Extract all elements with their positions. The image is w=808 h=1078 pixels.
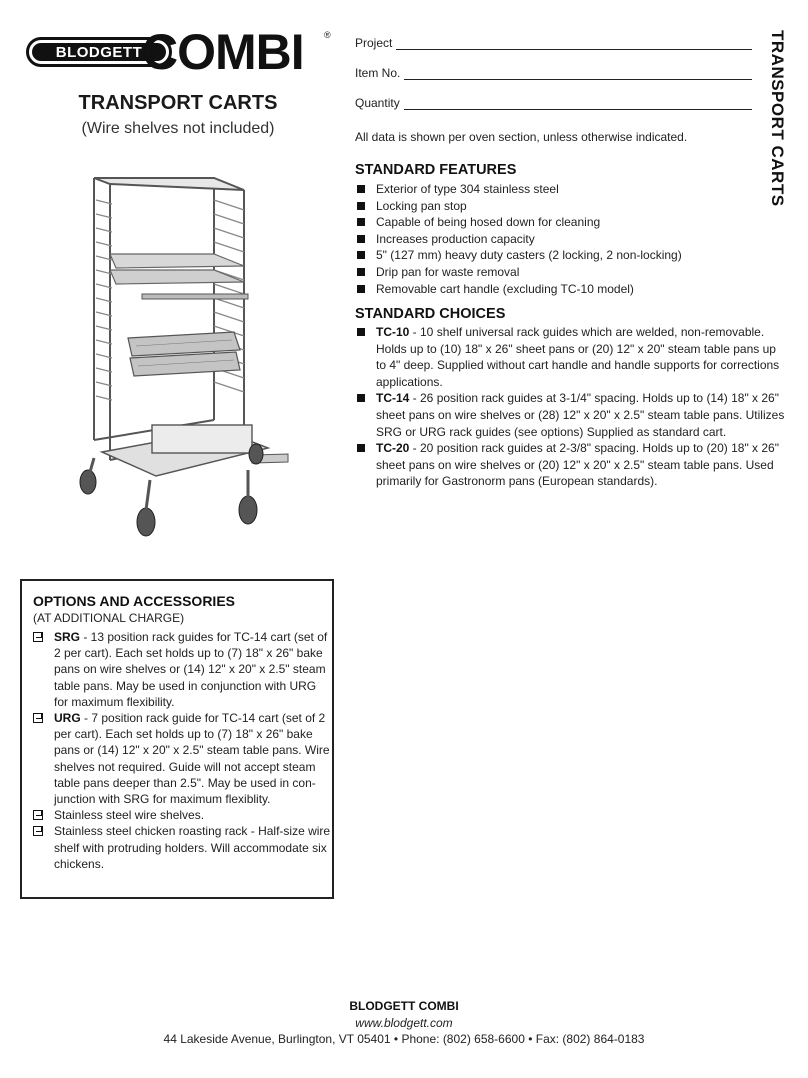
footer-company: BLODGETT COMBI (349, 999, 459, 1013)
square-bullet-icon (357, 285, 365, 293)
option-model: SRG (54, 630, 81, 644)
checkbox-bullet-icon (33, 826, 43, 836)
checkbox-bullet-icon (33, 632, 43, 642)
quantity-field (355, 96, 752, 116)
choice-item (357, 390, 787, 440)
project-label: Project (355, 36, 396, 50)
choice-item (357, 440, 787, 490)
square-bullet-icon (357, 235, 365, 243)
choice-text: - 20 position rack guides at 2-3/8" spacing. Holds up to (20) 18" x 26" sheet pans on wire shelves or (20) 12" x 20" x 2.5" steam table pans. Used primarily for Gastronorm pans (European standards). (376, 441, 779, 489)
square-bullet-icon (357, 444, 365, 452)
options-title: OPTIONS AND ACCESSORIES (33, 593, 235, 609)
footer-url: www.blodgett.com (355, 1015, 453, 1030)
footer-address: 44 Lakeside Avenue, Burlington, VT 05401 • Phone: (802) 658-6600 • Fax: (802) 864-0183 (163, 1032, 645, 1046)
option-text: Stainless steel chicken roasting rack - Half-size wire shelf with protruding holders. Will accommodate six chickens. (54, 824, 331, 871)
project-field-line (355, 49, 752, 50)
quantity-field-line (355, 109, 752, 110)
options-subtitle: (AT ADDITIONAL CHARGE) (33, 611, 185, 625)
blodgett-combi-logo (24, 24, 334, 80)
footer (0, 998, 808, 1048)
side-title (753, 30, 793, 270)
option-item (33, 629, 333, 710)
standard-features-list (357, 181, 787, 297)
feature-item (357, 198, 787, 215)
choice-model: TC-14 (376, 391, 410, 406)
side-title-text: TRANSPORT CARTS (768, 30, 787, 207)
option-item (33, 807, 333, 823)
square-bullet-icon (357, 268, 365, 276)
feature-item (357, 214, 787, 231)
options-and-accessories-box (20, 579, 334, 899)
document-subtitle: (Wire shelves not included) (81, 120, 275, 137)
standard-choices-title: STANDARD CHOICES (355, 306, 506, 322)
quantity-label: Quantity (355, 96, 404, 110)
feature-text: Drip pan for waste removal (376, 264, 520, 279)
choice-text: - 26 position rack guides at 3-1/4" spacing. Holds up to (14) 18" x 26" sheet pans on wire shelves or (28) 12" x 20" x 2.5" steam table pans. Utilizes SRG or URG rack guides (see options) Supplied as standard cart. (376, 391, 785, 439)
transport-cart-illustration (72, 170, 298, 550)
item-number-field (355, 66, 752, 86)
option-text: - 13 position rack guides for TC-14 cart (set of 2 per cart). Each set holds up to (7) 18" x 26" bake pans on wire shelves or (14) 12" x 20" x 2.5" steam table pans. May be used in conjunction with URG for maximum flexibility. (54, 630, 328, 709)
feature-text: Locking pan stop (376, 198, 467, 213)
feature-text: Exterior of type 304 stainless steel (376, 182, 559, 196)
square-bullet-icon (357, 328, 365, 336)
square-bullet-icon (357, 251, 365, 259)
standard-choices-list (357, 324, 787, 490)
choice-item (357, 324, 787, 390)
project-field (355, 36, 752, 56)
logo-registered-mark: ® (324, 30, 331, 40)
feature-text: 5" (127 mm) heavy duty casters (2 locking, 2 non-locking) (376, 248, 682, 263)
option-text: - 7 position rack guide for TC-14 cart (set of 2 per cart). Each set holds up to (7) 18" x 26" bake pans or (14) 12" x 20" x 2.5" steam table pans. Wire shelves not required. Guide will not accept steam table pans deeper than 2.5". May be used in con-junction with SRG for maximum flexiblity. (54, 711, 330, 807)
logo-product-text: COMBI (142, 24, 304, 80)
feature-text: Increases production capacity (376, 231, 535, 246)
standard-features-title: STANDARD FEATURES (355, 162, 517, 178)
intro-note: All data is shown per oven section, unless otherwise indicated. (355, 130, 688, 144)
feature-text: Removable cart handle (excluding TC-10 model) (376, 281, 634, 296)
square-bullet-icon (357, 202, 365, 210)
feature-item (357, 281, 787, 298)
options-list (33, 629, 333, 872)
feature-item (357, 231, 787, 248)
choice-text: - 10 shelf universal rack guides which are welded, non-removable. Holds up to (10) 18" x 26" sheet pans or (20) 12" x 20" steam table pans up to 4" deep. Supplied without cart handle and handle supports for corrections applications. (376, 325, 780, 389)
feature-item (357, 181, 787, 198)
item-number-field-line (355, 79, 752, 80)
choice-model: TC-10 (376, 325, 410, 339)
logo-brand-text: BLODGETT (32, 43, 166, 61)
item-number-label: Item No. (355, 66, 404, 80)
square-bullet-icon (357, 185, 365, 193)
option-item (33, 710, 333, 807)
checkbox-bullet-icon (33, 810, 43, 820)
checkbox-bullet-icon (33, 713, 43, 723)
option-text: Stainless steel wire shelves. (54, 808, 205, 823)
option-model: URG (54, 711, 81, 726)
square-bullet-icon (357, 394, 365, 402)
document-title: TRANSPORT CARTS (78, 92, 278, 114)
feature-item (357, 264, 787, 281)
option-item (33, 823, 333, 872)
choice-model: TC-20 (376, 441, 410, 456)
feature-item (357, 247, 787, 264)
square-bullet-icon (357, 218, 365, 226)
feature-text: Capable of being hosed down for cleaning (376, 215, 601, 230)
